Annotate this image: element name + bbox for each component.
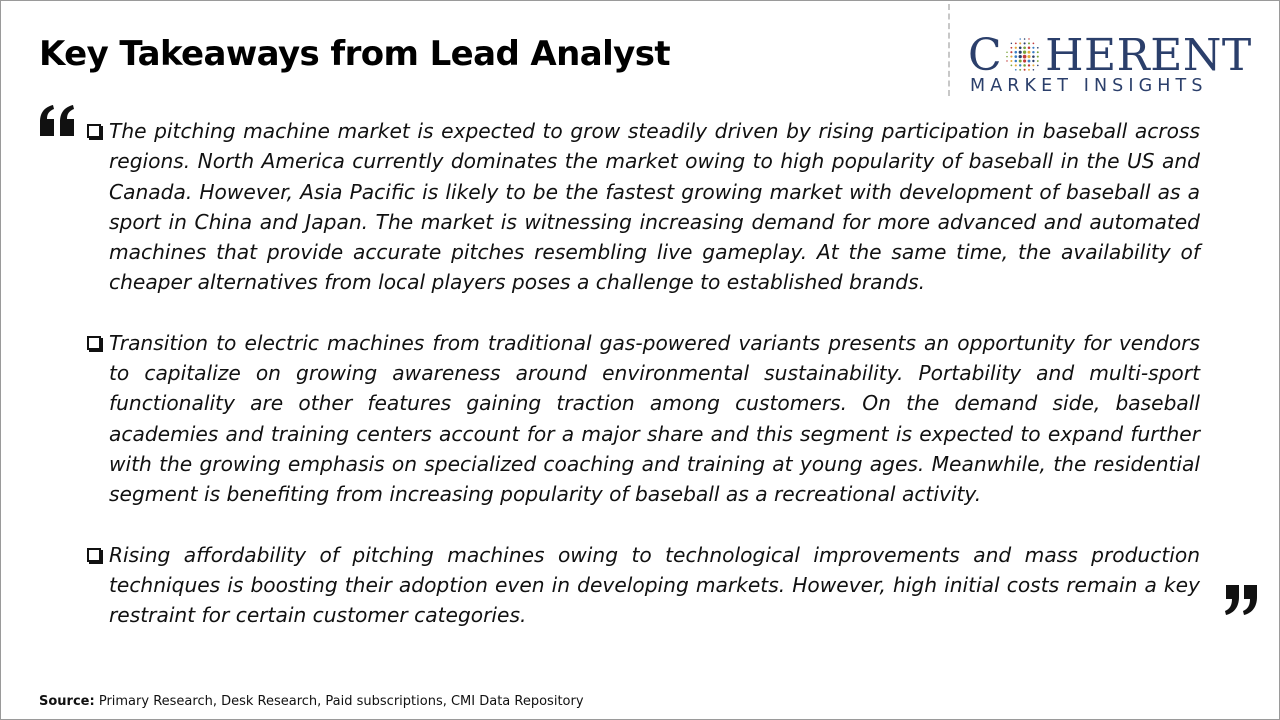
logo-dot: [1032, 55, 1035, 58]
logo-dot: [1011, 56, 1013, 58]
logo-dot: [1032, 47, 1034, 49]
logo-dot: [1028, 55, 1031, 58]
takeaway-text: Transition to electric machines from traditional gas-powered variants presents an opportunity for vendors to capitalize on growing awareness around environmental sustainability. Portability and multi-sport functionality are other features gaining traction among customers. On the demand side, baseball academies and training centers account for a major share and this segment is expected to expand further with the growing emphasis on specialized coaching and training at young ages. Meanwhile, the residential segment is benefiting from increasing popularity of baseball as a recreational activity.: [109, 330, 1200, 507]
logo-dot: [1037, 60, 1039, 62]
logo-dot: [1023, 64, 1026, 67]
header-divider: [948, 4, 950, 96]
takeaway-text: The pitching machine market is expected to grow steadily driven by rising participation in baseball across regions. North America currently dominates the market owing to high popularity of baseball in the US and Canada. However, Asia Pacific is likely to be the fastest growing market with development of baseball as a sport in China and Japan. The market is witnessing increasing demand for more advanced and automated machines that provide accurate pitches resembling live gameplay. At the same time, the availability of cheaper alternatives from local players poses a challenge to established brands.: [109, 119, 1200, 295]
logo-dot: [1015, 60, 1018, 63]
source-text: Primary Research, Desk Research, Paid subscriptions, CMI Data Repository: [98, 694, 584, 709]
logo-dot: [1011, 60, 1013, 62]
logo-dot: [1006, 51, 1008, 53]
logo-dot: [1006, 60, 1007, 61]
logo-letter-c: C: [968, 30, 1003, 81]
logo-dot: [1011, 43, 1012, 44]
logo-letters-rest: HERENT: [1045, 30, 1252, 81]
logo-dot: [1032, 51, 1034, 53]
logo-dot: [1033, 43, 1035, 45]
logo-globe-dots-icon: [1004, 36, 1044, 76]
source-footer: [39, 694, 584, 709]
logo-dot: [1033, 69, 1035, 71]
logo-dot: [1020, 38, 1022, 40]
logo-dot: [1019, 42, 1021, 44]
logo-tagline: MARKET INSIGHTS: [970, 76, 1208, 96]
logo-dot: [1028, 51, 1031, 54]
logo-dot: [1023, 55, 1027, 59]
logo-dot: [1028, 38, 1029, 39]
logo-dot: [1015, 42, 1017, 44]
logo-dot: [1011, 65, 1013, 67]
logo-dot: [1019, 60, 1022, 63]
logo-dot: [1037, 51, 1039, 53]
takeaway-item: [86, 540, 1200, 631]
takeaways-list: [86, 116, 1200, 630]
logo-dot: [1028, 64, 1030, 66]
checkbox-bullet-icon: [87, 336, 101, 350]
logo-dot: [1006, 56, 1008, 58]
logo-dot: [1028, 42, 1030, 44]
logo-dot: [1015, 55, 1018, 58]
logo-dot: [1019, 51, 1022, 54]
logo-dot: [1032, 60, 1034, 62]
logo-dot: [1015, 64, 1017, 66]
source-label: Source:: [39, 694, 95, 709]
logo-dot: [1015, 47, 1017, 49]
logo-dot: [1037, 47, 1039, 49]
logo-dot: [1019, 69, 1021, 71]
logo-dot: [1037, 65, 1039, 67]
logo-dot: [1023, 46, 1026, 49]
logo-dot: [1033, 64, 1035, 66]
logo-dot: [1019, 64, 1021, 66]
logo-dot: [1023, 59, 1026, 62]
logo-dot: [1015, 51, 1018, 54]
takeaway-item: [86, 116, 1200, 298]
page-title: Key Takeaways from Lead Analyst: [39, 34, 671, 74]
logo-dot: [1024, 42, 1026, 44]
logo-dot: [1024, 38, 1026, 40]
logo-dot: [1015, 69, 1017, 71]
checkbox-bullet-icon: [87, 548, 101, 562]
logo-dot: [1028, 47, 1031, 50]
quote-close-icon: [1224, 584, 1260, 616]
logo-dot: [1019, 55, 1022, 58]
logo-dot: [1011, 51, 1013, 53]
checkbox-bullet-icon: [87, 124, 101, 138]
logo-dot: [1028, 60, 1031, 63]
logo-dot: [1037, 56, 1039, 58]
logo-dot: [1023, 51, 1026, 54]
company-logo: [968, 32, 1260, 98]
logo-dot: [1011, 47, 1013, 49]
quote-open-icon: [38, 104, 78, 138]
logo-dot: [1019, 46, 1022, 49]
logo-dot: [1028, 69, 1030, 71]
takeaway-item: [86, 328, 1200, 510]
logo-dot: [1024, 69, 1026, 71]
takeaway-text: Rising affordability of pitching machines owing to technological improvements and mass production techniques is boosting their adoption even in developing markets. However, high initial costs remain a key restraint for certain customer categories.: [109, 542, 1200, 628]
logo-wordmark: [968, 32, 1252, 80]
